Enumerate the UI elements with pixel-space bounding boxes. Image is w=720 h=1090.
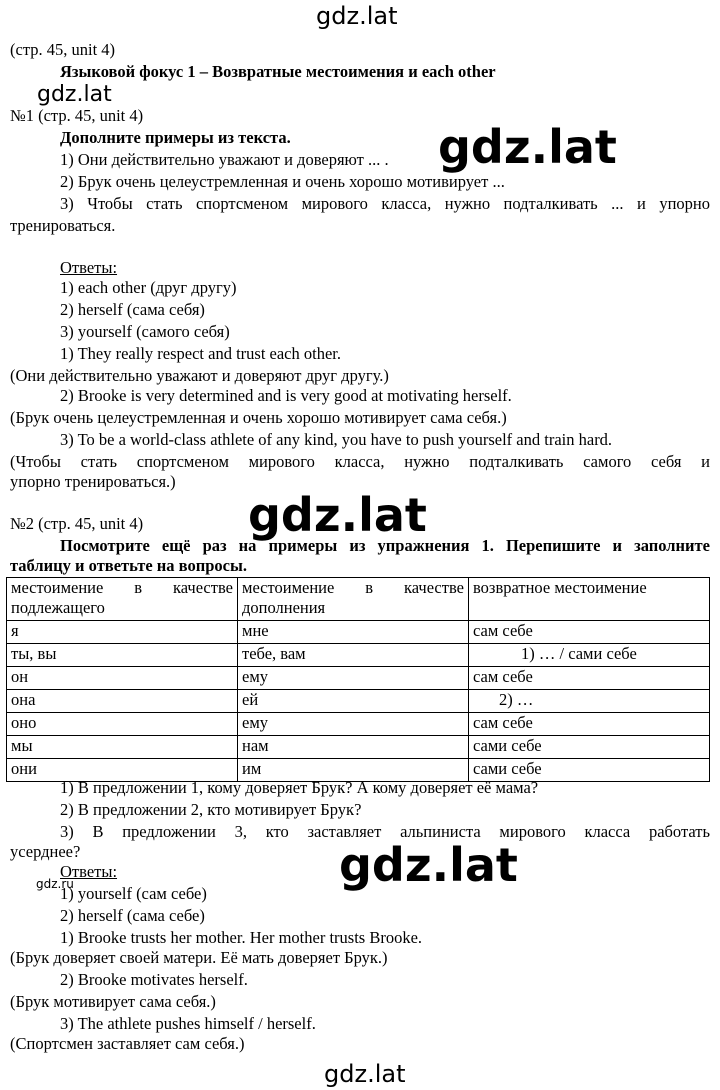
table-cell: ему [238,667,469,690]
ex1-sentence-3: 3) To be a world-class athlete of any kind, you have to push yourself and train hard. [60,430,613,449]
ex2-sentence-2: 2) Brooke motivates herself. [60,970,248,989]
table-cell: 2) … [469,690,710,713]
table-cell: мы [7,736,238,759]
ex1-task: Дополните примеры из текста. [60,128,291,147]
ex2-question-3-cont: усерднее? [10,842,81,861]
table-cell: сам себе [469,621,710,644]
ex1-translation-3-cont: упорно тренироваться.) [10,472,176,491]
ex1-question-1: 1) Они действительно уважают и доверяют ... . [60,150,389,169]
ex1-answer-3: 3) yourself (самого себя) [60,322,230,341]
ex1-answer-2: 2) herself (сама себя) [60,300,205,319]
table-row [7,690,710,713]
ex2-translation-3: (Спортсмен заставляет сам себя.) [10,1034,245,1053]
table-row [7,644,710,667]
ex1-question-3: 3) Чтобы стать спортсменом мирового класса, нужно подталкивать ... и упорно [60,194,710,213]
ex1-translation-1: (Они действительно уважают и доверяют друг другу.) [10,366,389,385]
ex2-answers-label: Ответы: [60,862,118,881]
table-row [7,736,710,759]
table-cell: нам [238,736,469,759]
ex1-translation-2: (Брук очень целеустремленная и очень хорошо мотивирует сама себя.) [10,408,507,427]
pronoun-table [6,577,710,782]
ex2-translation-2: (Брук мотивирует сама себя.) [10,992,216,1011]
ex1-number: №1 (стр. 45, unit 4) [10,106,144,125]
watermark-top: gdz.lat [316,2,398,30]
ex1-answer-1: 1) each other (друг другу) [60,278,237,297]
table-cell: она [7,690,238,713]
ex2-sentence-3: 3) The athlete pushes himself / herself. [60,1014,316,1033]
table-cell: сам себе [469,667,710,690]
ex1-sentence-1: 1) They really respect and trust each other. [60,344,341,363]
header-subject-line-1: местоимение в качестве [11,578,233,597]
watermark-bottom: gdz.lat [324,1060,406,1088]
table-row [7,621,710,644]
topic-title: Языковой фокус 1 – Возвратные местоимения и each other [60,62,496,81]
ex1-question-2: 2) Брук очень целеустремленная и очень хорошо мотивирует ... [60,172,505,191]
watermark-small: gdz.lat [37,82,112,107]
watermark-tiny: gdz.ru [36,877,74,891]
table-header-cell: возвратное местоимение [469,578,710,621]
table-cell: им [238,759,469,782]
table-row [7,667,710,690]
ex2-sentence-1: 1) Brooke trusts her mother. Her mother trusts Brooke. [60,928,423,947]
ex2-answer-1: 1) yourself (сам себе) [60,884,207,903]
ex1-answers-label: Ответы: [60,258,118,277]
page-ref: (стр. 45, unit 4) [10,40,116,59]
table-header-cell [7,578,238,621]
ex2-question-1: 1) В предложении 1, кому доверяет Брук? А кому доверяет её мама? [60,778,539,797]
ex2-task: Посмотрите ещё раз на примеры из упражнения 1. Перепишите и заполните [60,536,710,555]
table-row [7,713,710,736]
header-object-line-2: дополнения [242,598,326,617]
table-cell: ей [238,690,469,713]
table-cell: сам себе [469,713,710,736]
header-object-line-1: местоимение в качестве [242,578,464,597]
ex2-task-cont: таблицу и ответьте на вопросы. [10,556,247,575]
table-cell: ему [238,713,469,736]
watermark-big-1: gdz.lat [438,120,617,174]
ex1-translation-3: (Чтобы стать спортсменом мирового класса, нужно подталкивать самого себя и [10,452,710,471]
table-cell: тебе, вам [238,644,469,667]
watermark-big-3: gdz.lat [339,838,518,892]
table-cell: мне [238,621,469,644]
ex1-question-3-cont: тренироваться. [10,216,116,235]
ex2-translation-1: (Брук доверяет своей матери. Её мать доверяет Брук.) [10,948,388,967]
table-header-row [7,578,710,621]
table-cell: они [7,759,238,782]
ex2-answer-2: 2) herself (сама себе) [60,906,205,925]
table-cell: 1) … / сами себе [469,644,710,667]
ex2-question-2: 2) В предложении 2, кто мотивирует Брук? [60,800,362,819]
ex2-number: №2 (стр. 45, unit 4) [10,514,144,533]
table-cell: я [7,621,238,644]
table-cell: сами себе [469,736,710,759]
table-cell: сами себе [469,759,710,782]
watermark-big-2: gdz.lat [248,488,427,542]
ex1-sentence-2: 2) Brooke is very determined and is very good at motivating herself. [60,386,512,405]
table-header-cell [238,578,469,621]
header-subject-line-2: подлежащего [11,598,105,617]
table-cell: он [7,667,238,690]
table-cell: ты, вы [7,644,238,667]
ex2-question-3: 3) В предложении 3, кто заставляет альпиниста мирового класса работать [60,822,710,841]
table-cell: оно [7,713,238,736]
